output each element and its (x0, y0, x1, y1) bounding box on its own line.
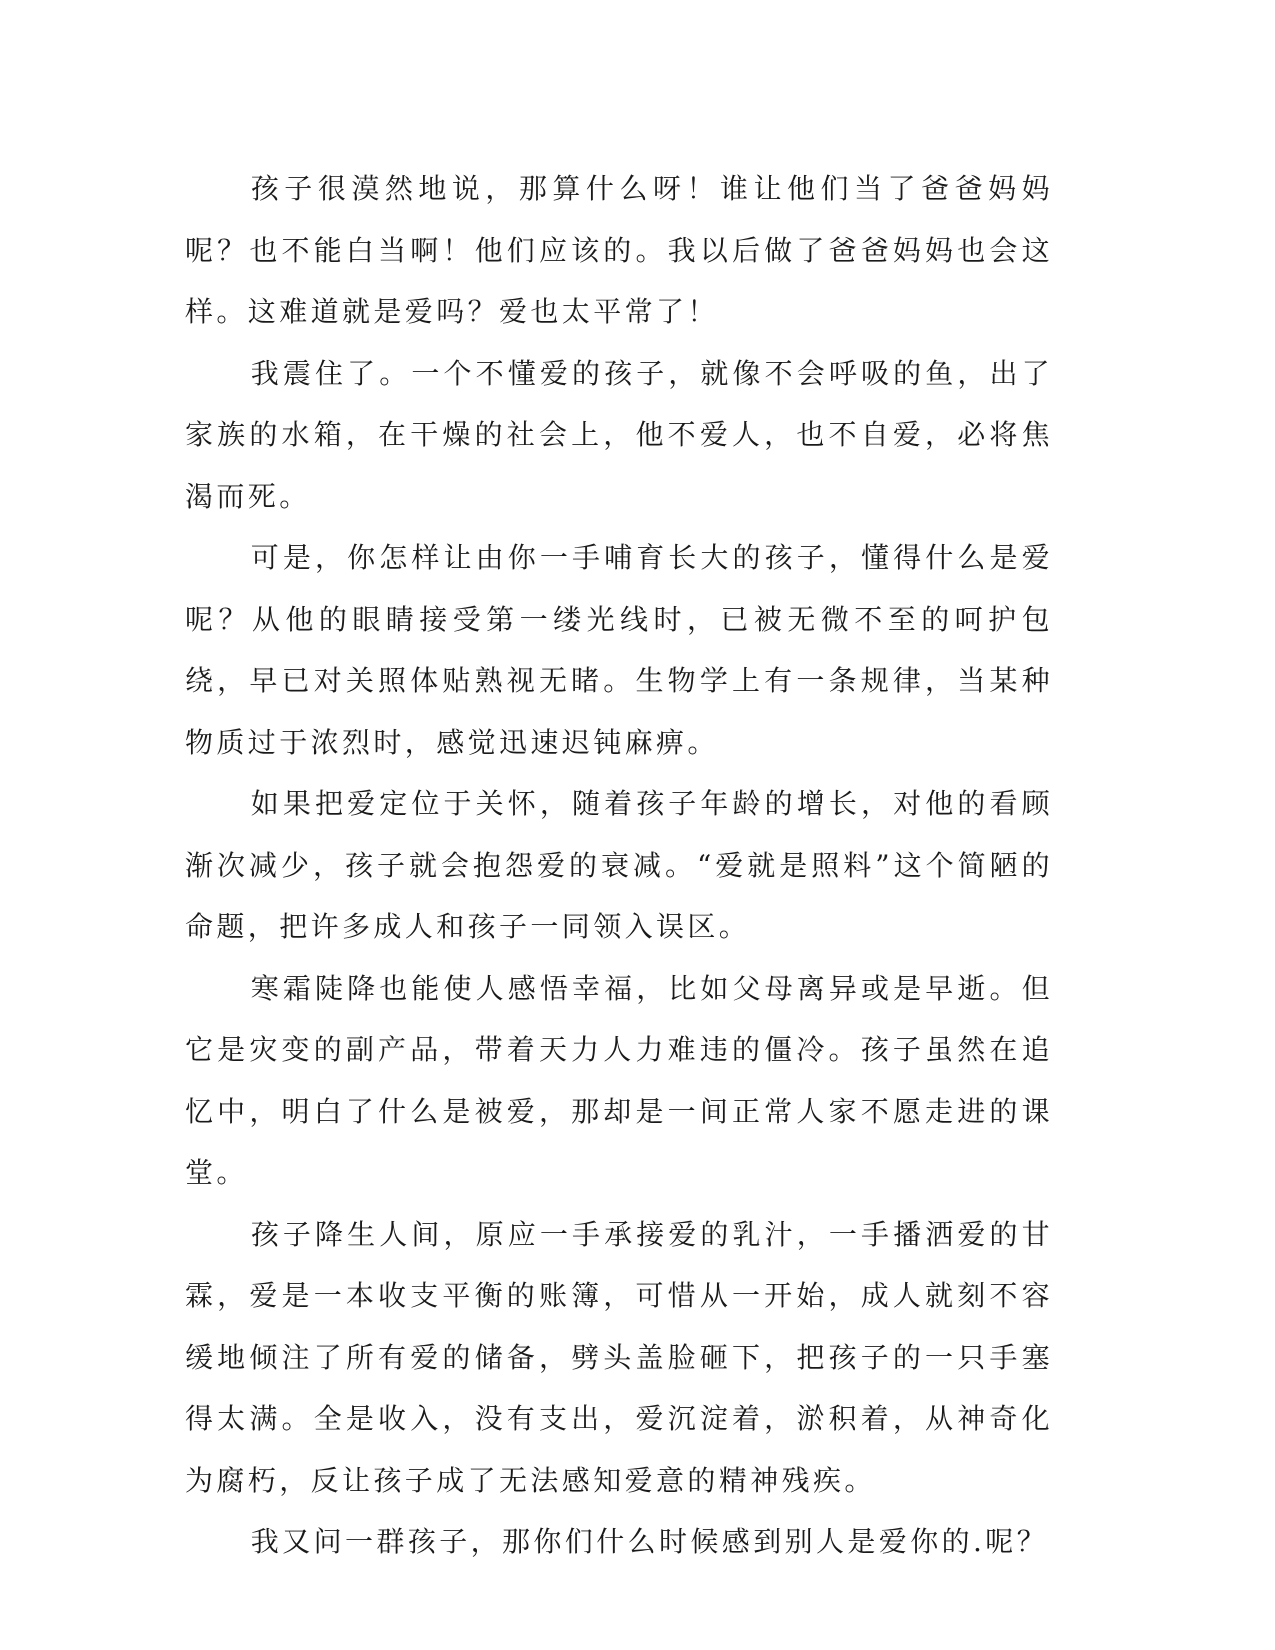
paragraph: 孩子降生人间，原应一手承接爱的乳汁，一手播洒爱的甘霖，爱是一本收支平衡的账簿，可惜从一开始，成人就刻不容缓地倾注了所有爱的储备，劈头盖脸砸下，把孩子的一只手塞得太满。全是收入，没有支出，爱沉淀着，淤积着，从神奇化为腐朽，反让孩子成了无法感知爱意的精神残疾。 (185, 1217, 1053, 1497)
paragraph: 我震住了。一个不懂爱的孩子，就像不会呼吸的鱼，出了家族的水箱，在干燥的社会上，他不爱人，也不自爱，必将焦渴而死。 (185, 356, 1053, 513)
paragraph: 我又问一群孩子，那你们什么时候感到别人是爱你的.呢？ (250, 1525, 1049, 1558)
paragraph: 孩子很漠然地说，那算什么呀！谁让他们当了爸爸妈妈呢？也不能白当啊！他们应该的。我以后做了爸爸妈妈也会这样。这难道就是爱吗？爱也太平常了！ (185, 172, 1053, 328)
paragraph: 寒霜陡降也能使人感悟幸福，比如父母离异或是早逝。但它是灾变的副产品，带着天力人力难违的僵冷。孩子虽然在追忆中，明白了什么是被爱，那却是一间正常人家不愿走进的课堂。 (185, 971, 1053, 1189)
paragraph: 如果把爱定位于关怀，随着孩子年龄的增长，对他的看顾渐次减少，孩子就会抱怨爱的衰减。“爱就是照料”这个简陋的命题，把许多成人和孩子一同领入误区。 (185, 787, 1053, 943)
document-body (185, 158, 1053, 1573)
paragraph: 可是，你怎样让由你一手哺育长大的孩子，懂得什么是爱呢？从他的眼睛接受第一缕光线时，已被无微不至的呵护包绕，早已对关照体贴熟视无睹。生物学上有一条规律，当某种物质过于浓烈时，感觉迅速迟钝麻痹。 (185, 541, 1053, 759)
